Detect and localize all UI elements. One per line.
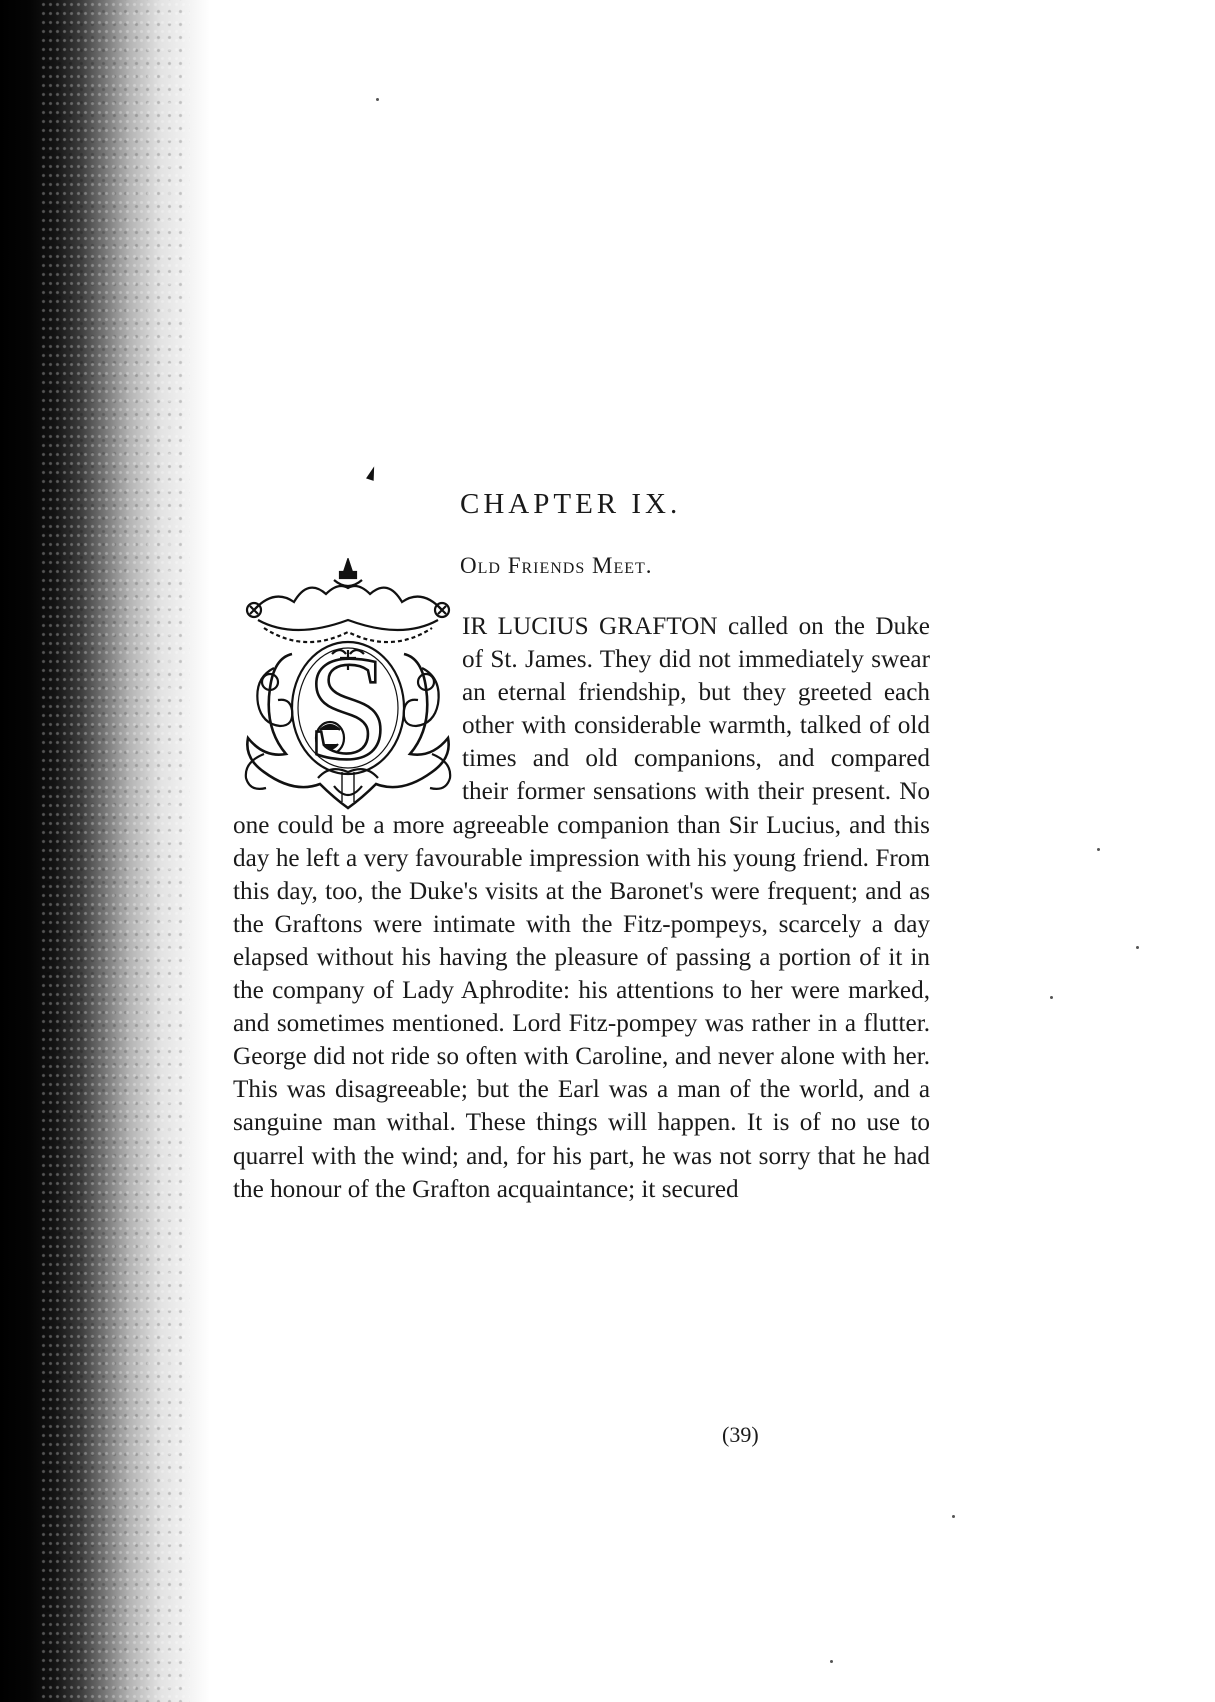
chapter-subtitle: Old Friends Meet. <box>460 553 653 578</box>
page-number: (39) <box>722 1422 759 1447</box>
dropcap-letter: S <box>306 625 390 791</box>
binding-speckle <box>40 0 190 1702</box>
scan-speck <box>376 98 379 101</box>
scan-speck <box>830 1660 833 1663</box>
scan-speck <box>1136 946 1139 949</box>
dropcap-space <box>233 610 462 806</box>
scan-speck <box>1050 996 1053 999</box>
scan-speck <box>1097 848 1100 851</box>
chapter-title: CHAPTER IX. <box>460 488 682 520</box>
stray-ink-mark <box>366 465 378 481</box>
scan-speck <box>952 1515 955 1518</box>
body-text: IR LUCIUS GRAFTON called on the Duke of St. James. They did not immediately swear an eternal friendship, but they greeted each other with considerable warmth, talked of old times and old companions, and compared their former sensations with their present. No one could be a more agreeable companion than Sir Lucius, and this day he left a very favourable impression with his young friend. From this day, too, the Duke's visits at the Baronet's were frequent; and as the Graftons were intimate with the Fitz-pompeys, scarcely a day elapsed without his having the pleasure of passing a portion of it in the company of Lady Aphrodite: his attentions to her were marked, and sometimes mentioned. Lord Fitz-pompey was rather in a flutter. George did not ride so often with Caroline, and never alone with her. This was disagreeable; but the Earl was a man of the world, and a sanguine man withal. These things will happen. It is of no use to quarrel with the wind; and, for his part, he was not sorry that he had the honour of the Grafton acquaintance; it secured <box>233 613 930 1203</box>
body-paragraph <box>233 610 930 1206</box>
